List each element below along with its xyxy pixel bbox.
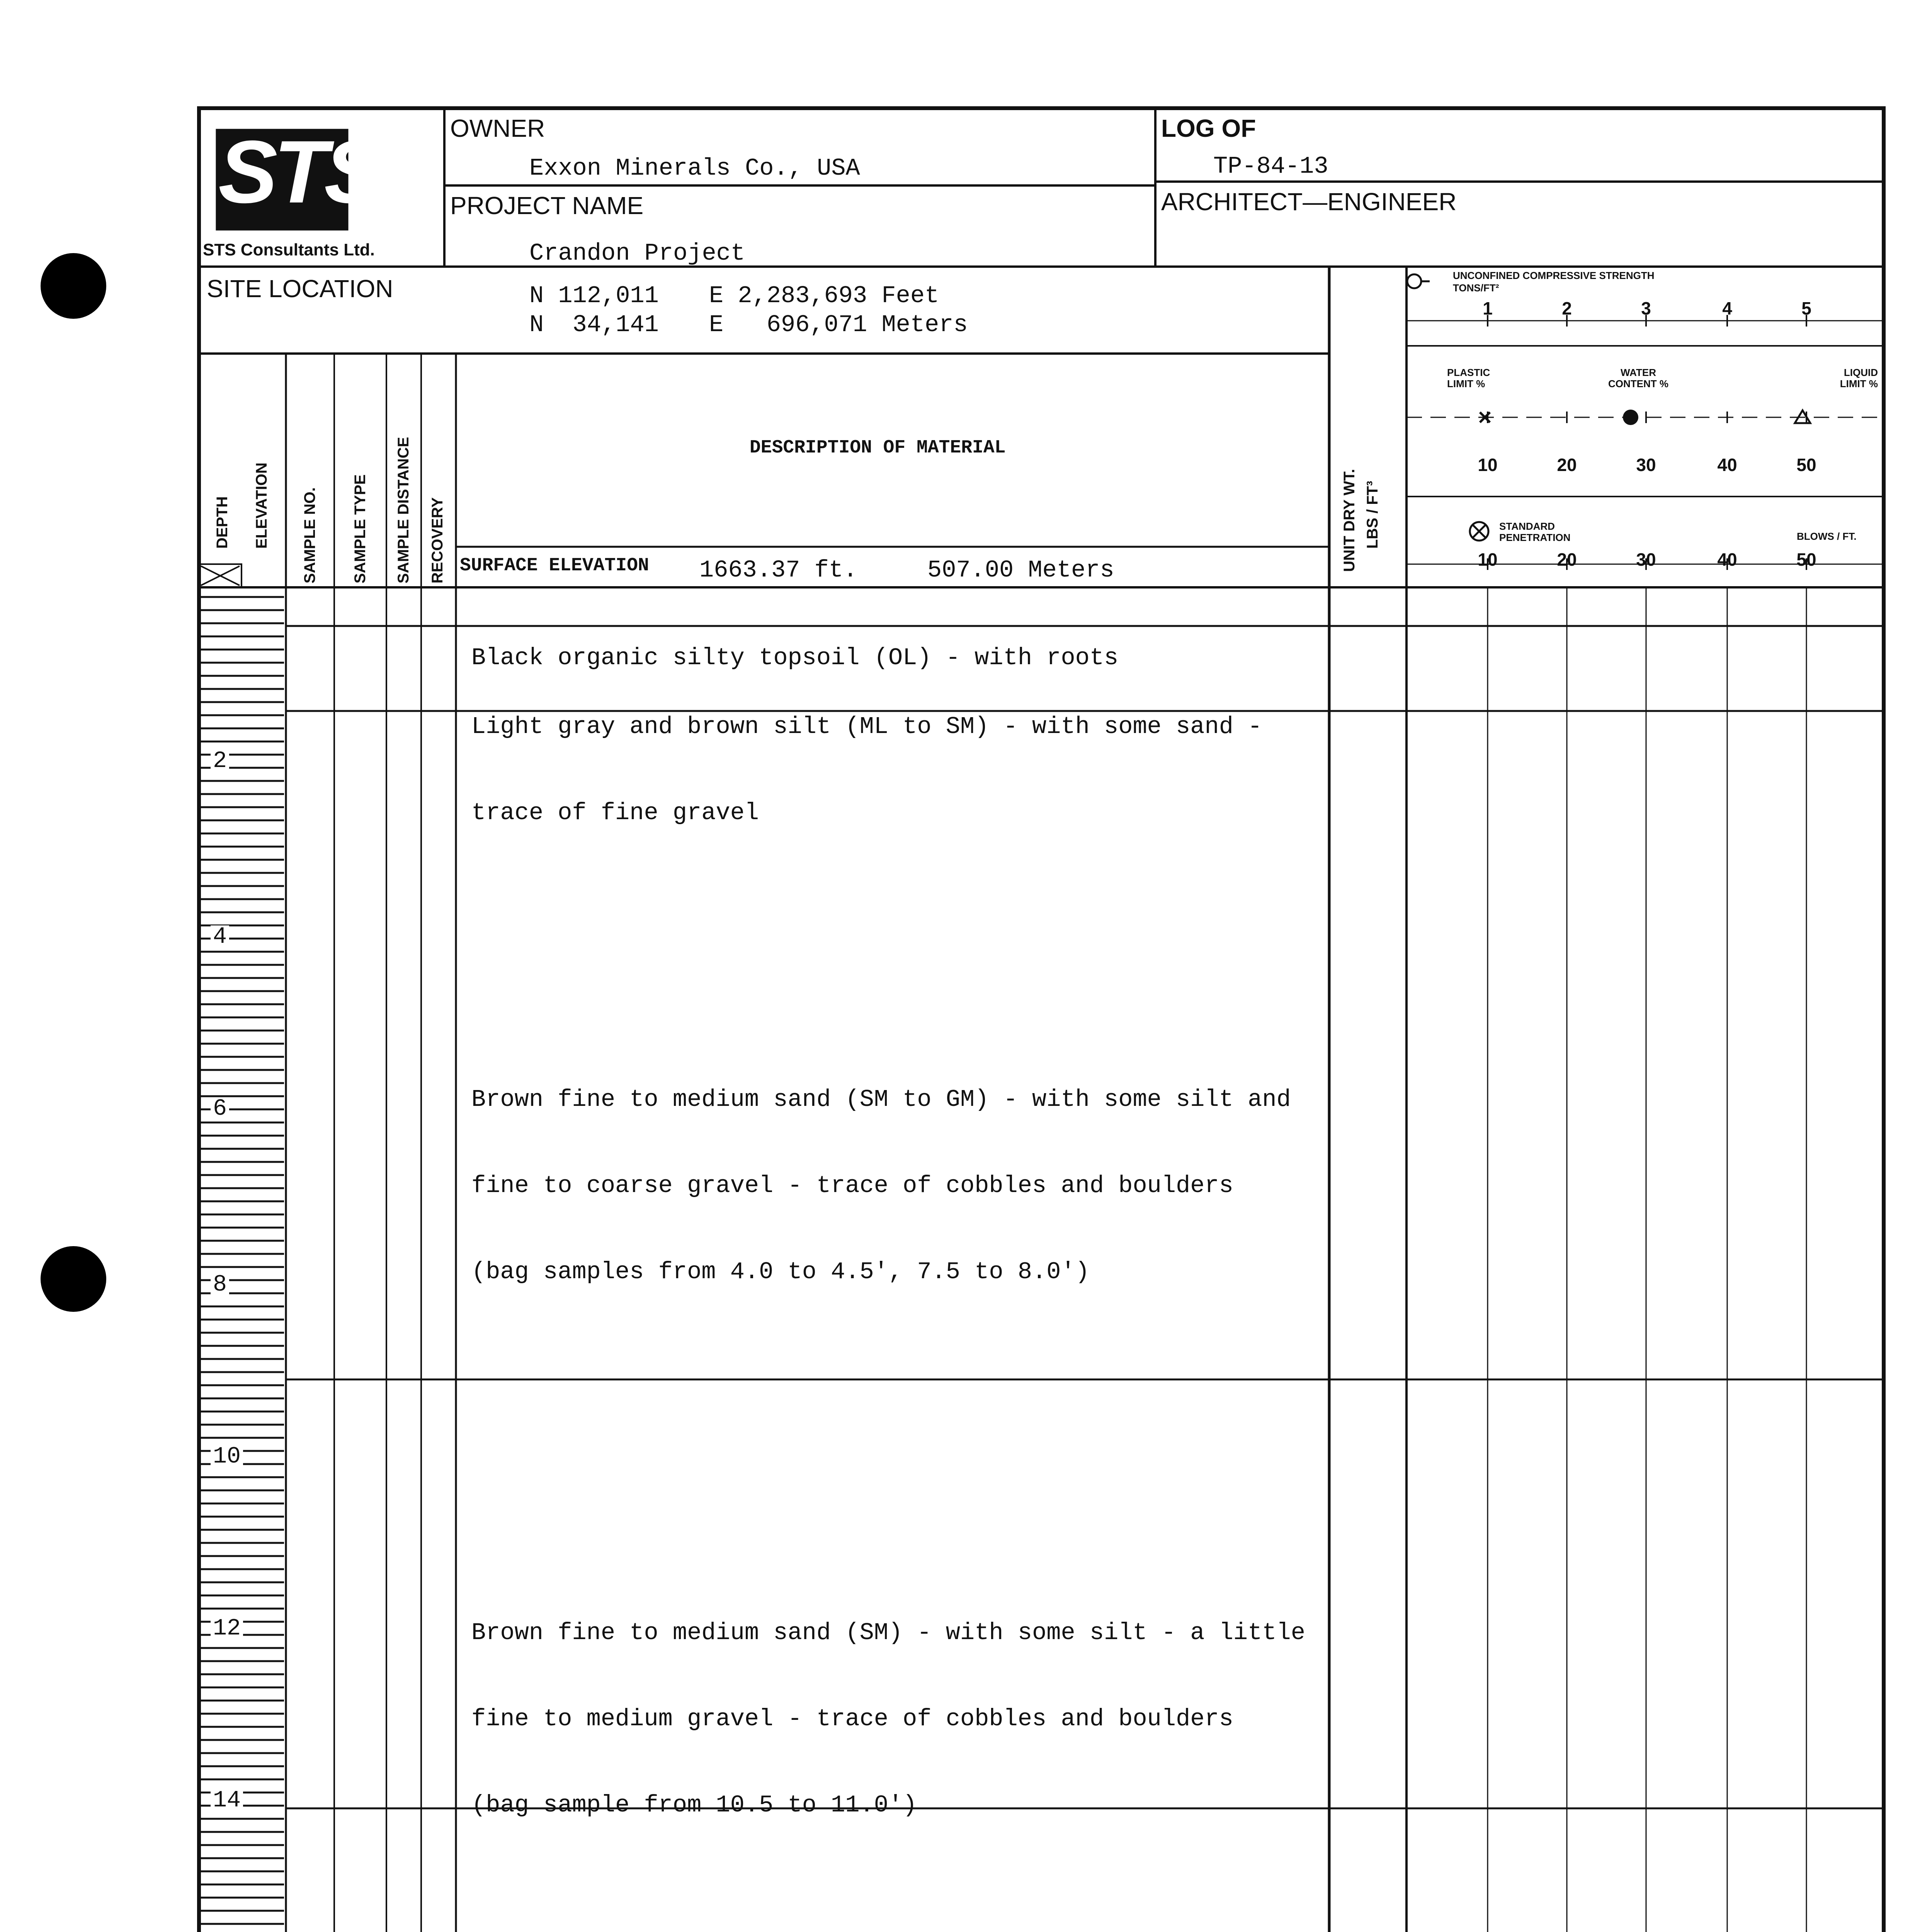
site-location-label: SITE LOCATION [207,275,393,303]
depth-mark-14: 14 [211,1789,243,1812]
project-value: Crandon Project [529,240,745,267]
elevation-column-header: ELEVATION [253,463,270,549]
depth-mark-6: 6 [211,1097,229,1121]
water-content-tick-20: 20 [1557,455,1577,475]
sample-distance-column-header: SAMPLE DISTANCE [395,437,412,583]
owner-label: OWNER [450,114,545,142]
surface-elevation-feet: 1663.37 ft. [699,556,858,584]
water-content-tick-50: 50 [1796,455,1816,475]
company-logo: STS [218,122,380,221]
layer-1-line-1: Black organic silty topsoil (OL) - with roots [471,644,1119,672]
surface-elevation-label: SURFACE ELEVATION [460,555,649,576]
site-location-north-meters: N 34,141 [529,311,659,338]
project-label: PROJECT NAME [450,192,644,219]
water-content-tick-40: 40 [1717,455,1737,475]
liquid-limit-label: LIQUID LIMIT % [1840,367,1878,389]
depth-mark-2: 2 [211,750,229,773]
spt-tick-30: 30 [1636,549,1656,570]
layer-2-description [471,655,1262,856]
layer-3-line-3: (bag samples from 4.0 to 4.5', 7.5 to 8.0') [471,1258,1090,1286]
site-location-east-meters: E 696,071 Meters [709,311,968,338]
layer-4-line-3: (bag sample from 10.5 to 11.0') [471,1791,917,1819]
spt-tick-10: 10 [1478,549,1498,570]
unconfined-tick-4: 4 [1722,298,1732,318]
owner-value: Exxon Minerals Co., USA [529,155,860,182]
company-name: STS Consultants Ltd. [203,240,375,259]
site-location-north-feet: N 112,011 [529,282,659,310]
standard-penetration-label: STANDARD PENETRATION [1499,520,1571,543]
layer-3-line-1: Brown fine to medium sand (SM to GM) - with some silt and [471,1085,1291,1113]
unconfined-tick-1: 1 [1483,298,1493,318]
layer-3-line-2: fine to coarse gravel - trace of cobbles and boulders [471,1172,1233,1199]
sample-no-column-header: SAMPLE NO. [301,487,318,583]
layer-4-line-2: fine to medium gravel - trace of cobbles and boulders [471,1705,1233,1733]
unconfined-strength-label: UNCONFINED COMPRESSIVE STRENGTH [1453,270,1655,281]
unconfined-strength-units: TONS/FT² [1453,282,1499,294]
sample-type-column-header: SAMPLE TYPE [352,474,369,583]
layer-4-line-1: Brown fine to medium sand (SM) - with some silt - a little [471,1619,1305,1646]
log-of-value: TP-84-13 [1213,153,1328,180]
unconfined-tick-5: 5 [1801,298,1811,318]
description-column-header: DESCRIPTION OF MATERIAL [750,437,1006,458]
spt-tick-50: 50 [1796,549,1816,570]
depth-mark-4: 4 [211,925,229,949]
unconfined-tick-2: 2 [1562,298,1572,318]
architect-engineer-label: ARCHITECT—ENGINEER [1161,188,1457,216]
spt-tick-20: 20 [1557,549,1577,570]
water-content-label: WATER CONTENT % [1608,367,1668,389]
layer-2-line-1: Light gray and brown silt (ML to SM) - with some sand - [471,713,1262,740]
site-location-east-feet: E 2,283,693 Feet [709,282,939,310]
layer-2-line-2: trace of fine gravel [471,799,759,827]
layer-4-description [471,1561,1305,1849]
depth-mark-10: 10 [211,1445,243,1468]
blows-per-foot-label: BLOWS / FT. [1797,531,1857,542]
layer-3-description [471,1028,1291,1315]
surface-elevation-meters: 507.00 Meters [927,556,1114,584]
plastic-limit-label: PLASTIC LIMIT % [1447,367,1490,389]
unit-dry-wt-header: UNIT DRY WT. [1341,469,1358,572]
spt-tick-40: 40 [1717,549,1737,570]
water-content-tick-30: 30 [1636,455,1656,475]
log-of-label: LOG OF [1161,114,1256,142]
layer-5-description [468,1893,1100,1932]
water-content-tick-10: 10 [1478,455,1498,475]
depth-mark-8: 8 [211,1273,229,1296]
unit-dry-units-header: LBS / FT³ [1364,481,1381,549]
depth-column-header: DEPTH [214,496,231,549]
recovery-column-header: RECOVERY [429,497,446,583]
unconfined-tick-3: 3 [1641,298,1651,318]
depth-mark-12: 12 [211,1617,243,1640]
